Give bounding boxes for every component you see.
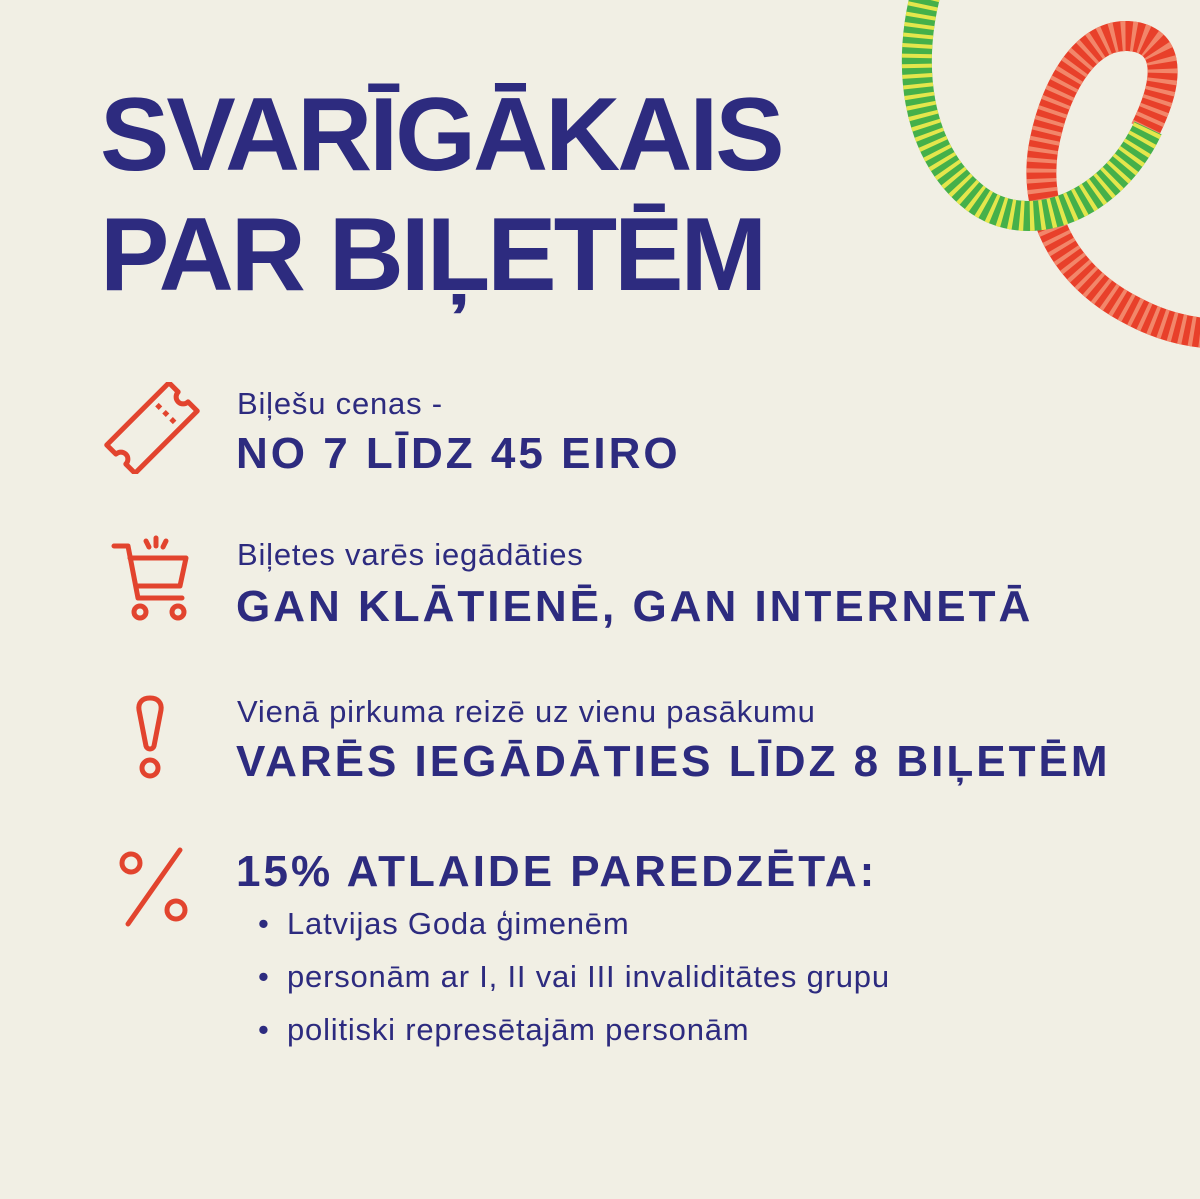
discount-bullet-3 — [258, 1014, 749, 1045]
exclamation-icon — [128, 692, 172, 784]
item-3-intro: Vienā pirkuma reizē uz vienu pasākumu — [237, 694, 816, 729]
page-title-line-1: SVARĪGĀKAIS — [100, 77, 782, 193]
bullet-text: politiski represētajām personām — [287, 1012, 750, 1047]
ticket-icon — [104, 382, 200, 474]
item-4-highlight: 15% ATLAIDE PAREDZĒTA: — [236, 847, 878, 896]
item-2-intro: Biļetes varēs iegādāties — [237, 537, 584, 572]
bullet-text: Latvijas Goda ģimenēm — [287, 906, 630, 941]
rope-green-strand — [917, 0, 1148, 216]
rope-red-strand — [1041, 36, 1200, 334]
percent-icon — [114, 844, 194, 930]
discount-bullet-1 — [258, 908, 629, 939]
page-title-line-2: PAR BIĻETĒM — [100, 197, 765, 313]
discount-bullet-2 — [258, 961, 890, 992]
rope-green-stripes — [917, 0, 1148, 216]
item-1-highlight: NO 7 LĪDZ 45 EIRO — [236, 429, 681, 478]
shopping-cart-icon — [108, 532, 192, 628]
item-1-intro: Biļešu cenas - — [237, 386, 443, 421]
bullet-dot: • — [258, 1012, 270, 1047]
bullet-dot: • — [258, 906, 270, 941]
rope-red-stripes — [1041, 36, 1200, 334]
item-2-highlight: GAN KLĀTIENĒ, GAN INTERNETĀ — [236, 582, 1034, 631]
bullet-text: personām ar I, II vai III invaliditātes grupu — [287, 959, 890, 994]
bullet-dot: • — [258, 959, 270, 994]
item-3-highlight: VARĒS IEGĀDĀTIES LĪDZ 8 BIĻETĒM — [236, 737, 1111, 786]
